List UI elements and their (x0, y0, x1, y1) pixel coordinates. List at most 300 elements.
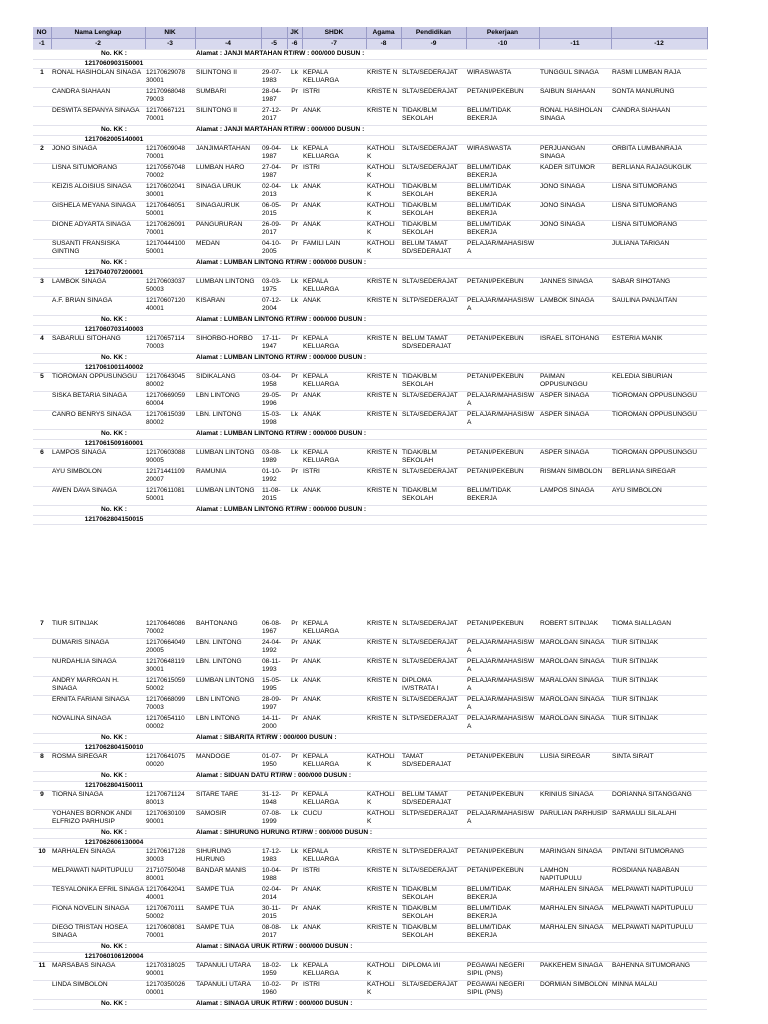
mother-name: LISNA SITUMORANG (611, 221, 707, 240)
birth-place: SILINTONG II (195, 69, 261, 88)
kk-label: No. KK : (33, 316, 195, 326)
resident-row (33, 468, 707, 487)
religion: KRISTE N (366, 88, 401, 107)
row-number: 7 (33, 620, 51, 639)
nik: 12170643045 80002 (145, 373, 195, 392)
religion: KRISTE N (366, 449, 401, 468)
religion: KRISTE N (366, 658, 401, 677)
education: BELUM TAMAT SD/SEDERAJAT (401, 791, 466, 810)
father-name: LAMHON NAPITUPULU (539, 867, 611, 886)
gender: Lk (287, 848, 302, 867)
nik: 12170609048 70001 (145, 145, 195, 164)
gender: Pr (287, 886, 302, 905)
gender: Lk (287, 810, 302, 829)
full-name: LAMPOS SINAGA (51, 449, 145, 468)
kk-label: No. KK : (33, 50, 195, 60)
family-relation: ANAK (302, 107, 366, 126)
mother-name: TIOMA SIALLAGAN (611, 620, 707, 639)
birth-place: SIDIKALANG (195, 373, 261, 392)
nik: 12170607120 40001 (145, 297, 195, 316)
family-relation: KEPALA KELUARGA (302, 848, 366, 867)
header-cell: Nama Lengkap (51, 27, 145, 39)
mother-name: AYU SIMBOLON (611, 487, 707, 506)
father-name: JONO SINAGA (539, 221, 611, 240)
kk-number: 1217062804150015 (33, 516, 195, 525)
religion: KATHOLI K (366, 183, 401, 202)
birth-date: 29-05-1996 (261, 392, 287, 411)
resident-row (33, 639, 707, 658)
address-label: Alamat : JANJI MARTAHAN RT/RW : 000/000 DUSUN : (195, 50, 707, 60)
nik: 12170668099 70003 (145, 696, 195, 715)
family-relation: ANAK (302, 886, 366, 905)
header-cell: Agama (366, 27, 401, 39)
mother-name: BAHENNA SITUMORANG (611, 962, 707, 981)
birth-date: 01-07-1950 (261, 753, 287, 772)
education: TIDAK/BLM SEKOLAH (401, 373, 466, 392)
family-relation: CUCU (302, 810, 366, 829)
religion: KRISTE N (366, 69, 401, 88)
occupation: PETANI/PEKEBUN (466, 449, 539, 468)
occupation: PETANI/PEKEBUN (466, 791, 539, 810)
kk-number: 1217062804150010 (33, 744, 195, 753)
birth-place: SAMPE TUA (195, 924, 261, 943)
column-number: -12 (611, 39, 707, 50)
father-name: PERJUANGAN SINAGA (539, 145, 611, 164)
kk-label: No. KK : (33, 126, 195, 136)
occupation: PELAJAR/MAHASISWA (466, 392, 539, 411)
mother-name: KELEDIA SIBURIAN (611, 373, 707, 392)
family-relation: ISTRI (302, 867, 366, 886)
resident-row (33, 297, 707, 316)
mother-name: ORBITA LUMBANRAJA (611, 145, 707, 164)
resident-row (33, 658, 707, 677)
birth-place: LUMBAN LINTONG (195, 487, 261, 506)
address-label: Alamat : LUMBAN LINTONG RT/RW : 000/000 DUSUN : (195, 259, 707, 269)
kk-number: 1217061509160001 (33, 440, 195, 449)
religion: KRISTE N (366, 335, 401, 354)
religion: KATHOLI K (366, 981, 401, 1000)
family-relation: KEPALA KELUARGA (302, 335, 366, 354)
birth-date: 17-11-1947 (261, 335, 287, 354)
education: TIDAK/BLM SEKOLAH (401, 886, 466, 905)
full-name: TESYALONIKA EFRIL SINAGA (51, 886, 145, 905)
row-number (33, 905, 51, 924)
family-relation: KEPALA KELUARGA (302, 791, 366, 810)
kk-number: 1217061001140002 (33, 364, 195, 373)
religion: KRISTE N (366, 924, 401, 943)
family-card-number-row (33, 269, 707, 278)
religion: KRISTE N (366, 696, 401, 715)
birth-place: KISARAN (195, 297, 261, 316)
register-sheet-1 (33, 27, 707, 525)
header-cell: NIK (145, 27, 195, 39)
resident-row (33, 962, 707, 981)
full-name: ROSMA SIREGAR (51, 753, 145, 772)
birth-place: SUMBARI (195, 88, 261, 107)
education: SLTA/SEDERAJAT (401, 392, 466, 411)
family-relation: KEPALA KELUARGA (302, 373, 366, 392)
gender: Pr (287, 696, 302, 715)
family-card-row (33, 50, 707, 60)
nik: 12170654110 00002 (145, 715, 195, 734)
religion: KRISTE N (366, 639, 401, 658)
father-name: ASPER SINAGA (539, 392, 611, 411)
mother-name: TIOROMAN OPPUSUNGGU (611, 449, 707, 468)
birth-place: BAHTONANG (195, 620, 261, 639)
full-name: MARSABAS SINAGA (51, 962, 145, 981)
birth-place: SINAGA URUK (195, 183, 261, 202)
birth-place: LBN LINTONG (195, 696, 261, 715)
full-name: DESWITA SEPANYA SINAGA (51, 107, 145, 126)
gender: Pr (287, 981, 302, 1000)
education: TIDAK/BLM SEKOLAH (401, 183, 466, 202)
family-relation: ANAK (302, 905, 366, 924)
family-card-number-row (33, 839, 707, 848)
occupation: PETANI/PEKEBUN (466, 468, 539, 487)
family-relation: ANAK (302, 924, 366, 943)
full-name: JONO SINAGA (51, 145, 145, 164)
nik: 12170611081 50001 (145, 487, 195, 506)
row-number (33, 88, 51, 107)
full-name: CANRO BENRYS SINAGA (51, 411, 145, 430)
religion: KRISTE N (366, 886, 401, 905)
gender: Lk (287, 145, 302, 164)
nik: 12170444100 50001 (145, 240, 195, 259)
resident-row (33, 392, 707, 411)
birth-place: RAMUNIA (195, 468, 261, 487)
header-cell (195, 27, 261, 39)
column-number-row (33, 39, 707, 50)
family-card-number-row (33, 60, 707, 69)
mother-name: SAULINA PANJAITAN (611, 297, 707, 316)
row-number (33, 867, 51, 886)
column-number: -6 (287, 39, 302, 50)
birth-place: LUMBAN LINTONG (195, 449, 261, 468)
resident-table-2 (33, 620, 707, 1010)
occupation: PETANI/PEKEBUN (466, 88, 539, 107)
mother-name: ROSDIANA NABABAN (611, 867, 707, 886)
kk-label: No. KK : (33, 430, 195, 440)
birth-date: 09-04-1987 (261, 145, 287, 164)
gender: Pr (287, 791, 302, 810)
mother-name: MELPAWATI NAPITUPULU (611, 886, 707, 905)
mother-name: TIOROMAN OPPUSUNGGU (611, 411, 707, 430)
occupation: PELAJAR/MAHASISWA (466, 639, 539, 658)
gender: Pr (287, 88, 302, 107)
occupation: PETANI/PEKEBUN (466, 620, 539, 639)
family-card-row (33, 506, 707, 516)
occupation: BELUM/TIDAK BEKERJA (466, 107, 539, 126)
resident-row (33, 335, 707, 354)
full-name: A.F. BRIAN SINAGA (51, 297, 145, 316)
father-name: MARHALEN SINAGA (539, 905, 611, 924)
mother-name: MINNA MALAU (611, 981, 707, 1000)
header-cell (611, 27, 707, 39)
family-card-row (33, 734, 707, 744)
resident-row (33, 696, 707, 715)
mother-name: MELPAWATI NAPITUPULU (611, 905, 707, 924)
family-relation: FAMILI LAIN (302, 240, 366, 259)
row-number (33, 639, 51, 658)
father-name: JANNES SINAGA (539, 278, 611, 297)
resident-row (33, 373, 707, 392)
family-card-number-row (33, 136, 707, 145)
nik: 12170350026 00001 (145, 981, 195, 1000)
occupation: PELAJAR/MAHASISWA (466, 240, 539, 259)
occupation: BELUM/TIDAK BEKERJA (466, 202, 539, 221)
row-number (33, 487, 51, 506)
column-number: -7 (302, 39, 366, 50)
education: SLTA/SEDERAJAT (401, 164, 466, 183)
education: TIDAK/BLM SEKOLAH (401, 449, 466, 468)
family-card-row (33, 316, 707, 326)
nik: 12170657114 70003 (145, 335, 195, 354)
column-number: -2 (51, 39, 145, 50)
full-name: SISKA BETARIA SINAGA (51, 392, 145, 411)
education: DIPLOMA I/II (401, 962, 466, 981)
kk-label: No. KK : (33, 772, 195, 782)
mother-name: SABAR SIHOTANG (611, 278, 707, 297)
address-label: Alamat : LUMBAN LINTONG RT/RW : 000/000 DUSUN : (195, 430, 707, 440)
occupation: PELAJAR/MAHASISWA (466, 411, 539, 430)
education: SLTA/SEDERAJAT (401, 639, 466, 658)
mother-name: TIUR SITINJAK (611, 658, 707, 677)
resident-table-1 (33, 27, 708, 525)
nik: 12170669059 60004 (145, 392, 195, 411)
religion: KRISTE N (366, 297, 401, 316)
nik: 12170642041 40001 (145, 886, 195, 905)
education: TIDAK/BLM SEKOLAH (401, 107, 466, 126)
father-name: JONO SINAGA (539, 202, 611, 221)
religion: KRISTE N (366, 278, 401, 297)
family-card-row (33, 943, 707, 953)
row-number (33, 658, 51, 677)
education: SLTA/SEDERAJAT (401, 145, 466, 164)
occupation: PETANI/PEKEBUN (466, 373, 539, 392)
full-name: DIONE ADYARTA SINAGA (51, 221, 145, 240)
empty-cell (195, 60, 707, 69)
occupation: PELAJAR/MAHASISWA (466, 810, 539, 829)
full-name: DUMARIS SINAGA (51, 639, 145, 658)
family-card-row (33, 126, 707, 136)
father-name: DORMIAN SIMBOLON (539, 981, 611, 1000)
row-number: 1 (33, 69, 51, 88)
row-number (33, 411, 51, 430)
full-name: NOVALINA SINAGA (51, 715, 145, 734)
occupation: BELUM/TIDAK BEKERJA (466, 924, 539, 943)
row-number: 4 (33, 335, 51, 354)
full-name: AWEN DAVA SINAGA (51, 487, 145, 506)
birth-place: SIHURUNG HURUNG (195, 848, 261, 867)
religion: KATHOLI K (366, 145, 401, 164)
father-name: ASPER SINAGA (539, 449, 611, 468)
father-name: RONAL HASIHOLAN SINAGA (539, 107, 611, 126)
gender: Pr (287, 715, 302, 734)
row-number (33, 715, 51, 734)
resident-row (33, 981, 707, 1000)
kk-label: No. KK : (33, 829, 195, 839)
family-card-number-row (33, 364, 707, 373)
birth-date: 03-03-1975 (261, 278, 287, 297)
occupation: PETANI/PEKEBUN (466, 335, 539, 354)
kk-number: 1217040707200001 (33, 269, 195, 278)
empty-cell (195, 516, 707, 525)
birth-date: 24-04-1992 (261, 639, 287, 658)
header-cell: SHDK (302, 27, 366, 39)
row-number (33, 202, 51, 221)
birth-date: 31-12-1948 (261, 791, 287, 810)
resident-row (33, 715, 707, 734)
education: SLTA/SEDERAJAT (401, 981, 466, 1000)
religion: KRISTE N (366, 715, 401, 734)
column-number: -4 (195, 39, 261, 50)
occupation: WIRASWASTA (466, 69, 539, 88)
resident-row (33, 107, 707, 126)
row-number (33, 183, 51, 202)
occupation: BELUM/TIDAK BEKERJA (466, 886, 539, 905)
row-number (33, 221, 51, 240)
empty-cell (195, 269, 707, 278)
nik: 12170608081 70001 (145, 924, 195, 943)
birth-date: 15-03-1998 (261, 411, 287, 430)
religion: KATHOLI K (366, 791, 401, 810)
religion: KRISTE N (366, 905, 401, 924)
birth-date: 11-08-2015 (261, 487, 287, 506)
column-number: -9 (401, 39, 466, 50)
resident-row (33, 145, 707, 164)
religion: KRISTE N (366, 373, 401, 392)
birth-place: PANGURURAN (195, 221, 261, 240)
birth-place: SAMPE TUA (195, 886, 261, 905)
resident-row (33, 791, 707, 810)
family-card-number-row (33, 516, 707, 525)
birth-place: SAMPE TUA (195, 905, 261, 924)
religion: KRISTE N (366, 107, 401, 126)
education: SLTA/SEDERAJAT (401, 658, 466, 677)
family-relation: KEPALA KELUARGA (302, 69, 366, 88)
birth-date: 07-12-2004 (261, 297, 287, 316)
religion: KATHOLI K (366, 202, 401, 221)
resident-row (33, 69, 707, 88)
family-relation: ISTRI (302, 468, 366, 487)
resident-row (33, 848, 707, 867)
birth-date: 17-12-1983 (261, 848, 287, 867)
father-name: ISRAEL SITOHANG (539, 335, 611, 354)
resident-row (33, 677, 707, 696)
nik: 12170648119 30001 (145, 658, 195, 677)
family-relation: KEPALA KELUARGA (302, 753, 366, 772)
birth-place: MANDOGE (195, 753, 261, 772)
birth-date: 04-10-2005 (261, 240, 287, 259)
father-name: MARHALEN SINAGA (539, 924, 611, 943)
occupation: PELAJAR/MAHASISWA (466, 696, 539, 715)
religion: KATHOLI K (366, 753, 401, 772)
father-name: ROBERT SITINJAK (539, 620, 611, 639)
mother-name: JULIANA TARIGAN (611, 240, 707, 259)
row-number: 10 (33, 848, 51, 867)
father-name: RISMAN SIMBOLON (539, 468, 611, 487)
family-relation: ANAK (302, 202, 366, 221)
religion: KRISTE N (366, 468, 401, 487)
education: SLTA/SEDERAJAT (401, 696, 466, 715)
resident-row (33, 240, 707, 259)
header-cell (261, 27, 287, 39)
nik: 12170602041 30001 (145, 183, 195, 202)
full-name: TIUR SITINJAK (51, 620, 145, 639)
birth-place: LBN LINTONG (195, 392, 261, 411)
row-number: 6 (33, 449, 51, 468)
mother-name: TIUR SITINJAK (611, 696, 707, 715)
resident-row (33, 924, 707, 943)
kk-label: No. KK : (33, 734, 195, 744)
gender: Pr (287, 905, 302, 924)
birth-place: BANDAR MANIS (195, 867, 261, 886)
family-relation: KEPALA KELUARGA (302, 620, 366, 639)
family-relation: ANAK (302, 221, 366, 240)
row-number: 9 (33, 791, 51, 810)
birth-date: 30-11-2015 (261, 905, 287, 924)
father-name: MAROLOAN SINAGA (539, 639, 611, 658)
full-name: LINDA SIMBOLON (51, 981, 145, 1000)
register-sheet-2 (33, 620, 707, 1010)
row-number (33, 468, 51, 487)
family-relation: KEPALA KELUARGA (302, 278, 366, 297)
gender: Pr (287, 240, 302, 259)
nik: 12170670111 50002 (145, 905, 195, 924)
birth-date: 02-04-2014 (261, 886, 287, 905)
empty-cell (195, 440, 707, 449)
occupation: BELUM/TIDAK BEKERJA (466, 221, 539, 240)
mother-name: BERLIANA RAJAGUKGUK (611, 164, 707, 183)
education: SLTA/SEDERAJAT (401, 620, 466, 639)
column-number: -1 (33, 39, 51, 50)
education: TIDAK/BLM SEKOLAH (401, 905, 466, 924)
empty-cell (195, 782, 707, 791)
gender: Pr (287, 620, 302, 639)
address-label: Alamat : JANJI MARTAHAN RT/RW : 000/000 DUSUN : (195, 126, 707, 136)
nik: 12170603088 90005 (145, 449, 195, 468)
father-name: MARINGAN SINAGA (539, 848, 611, 867)
family-card-number-row (33, 953, 707, 962)
row-number: 3 (33, 278, 51, 297)
kk-number: 1217060703140003 (33, 326, 195, 335)
gender: Lk (287, 278, 302, 297)
mother-name: BERLIANA SIREGAR (611, 468, 707, 487)
education: SLTP/SEDERAJAT (401, 297, 466, 316)
father-name: MARHALEN SINAGA (539, 886, 611, 905)
row-number: 5 (33, 373, 51, 392)
family-card-row (33, 259, 707, 269)
row-number (33, 392, 51, 411)
gender: Pr (287, 221, 302, 240)
full-name: LAMBOK SINAGA (51, 278, 145, 297)
empty-cell (195, 136, 707, 145)
nik: 12171441109 20007 (145, 468, 195, 487)
full-name: ANDRY MARROAN H. SINAGA (51, 677, 145, 696)
kk-label: No. KK : (33, 354, 195, 364)
mother-name: SARMAULI SILALAHI (611, 810, 707, 829)
row-number (33, 297, 51, 316)
nik: 12170629078 30001 (145, 69, 195, 88)
birth-date: 26-09-2017 (261, 221, 287, 240)
birth-date: 28-09-1997 (261, 696, 287, 715)
column-number: -3 (145, 39, 195, 50)
birth-place: JANJIMARTAHAN (195, 145, 261, 164)
resident-row (33, 164, 707, 183)
column-number: -5 (261, 39, 287, 50)
father-name: JONO SINAGA (539, 183, 611, 202)
full-name: SUSANTI FRANSISKA GINTING (51, 240, 145, 259)
